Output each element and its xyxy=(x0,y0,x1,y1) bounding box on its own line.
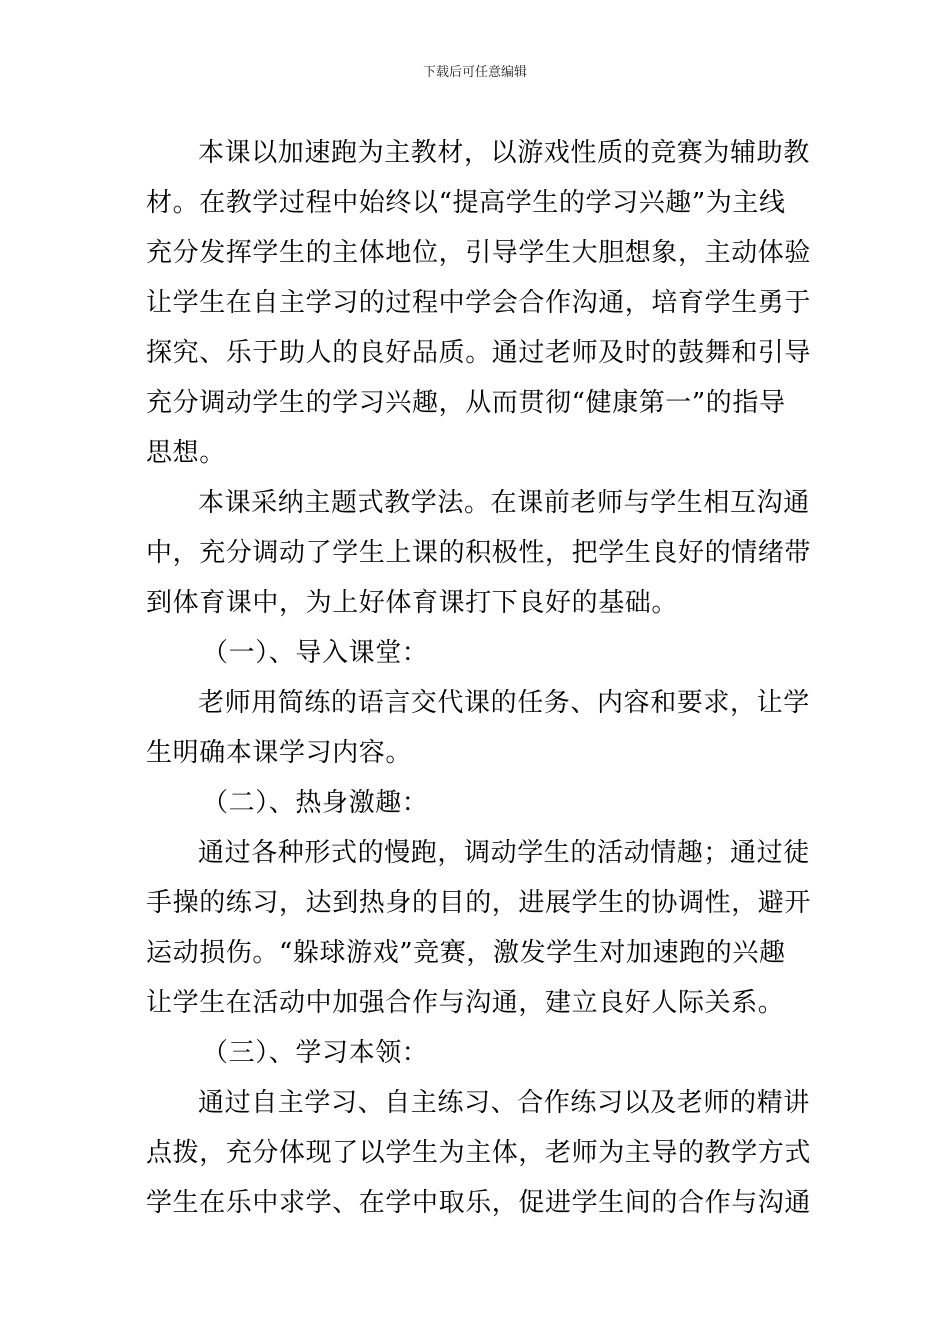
text-line: 让学生在活动中加强合作与沟通，建立良好人际关系。 xyxy=(146,988,785,1018)
text-line: 运动损伤。“躲球游戏”竞赛，激发学生对加速跑的兴趣 xyxy=(146,938,786,968)
section-heading: （一）、导入课堂： xyxy=(202,638,429,668)
section-heading: （三）、学习本领： xyxy=(202,1038,429,1068)
document-body xyxy=(146,128,816,1228)
text-line: 通过各种形式的慢跑，调动学生的活动情趣；通过徒 xyxy=(198,838,810,868)
text-line: 本课以加速跑为主教材，以游戏性质的竞赛为辅助教 xyxy=(198,138,810,168)
text-line: 让学生在自主学习的过程中学会合作沟通，培育学生勇于 xyxy=(146,288,812,318)
section-heading: （二）、热身激趣： xyxy=(202,788,429,818)
text-line: 探究、乐于助人的良好品质。通过老师及时的鼓舞和引导 xyxy=(146,338,812,368)
text-line: 生明确本课学习内容。 xyxy=(146,738,413,768)
text-line: 到体育课中，为上好体育课打下良好的基础。 xyxy=(146,588,679,618)
text-line: 充分调动学生的学习兴趣，从而贯彻“健康第一”的指导 xyxy=(146,388,786,418)
text-line: 本课采纳主题式教学法。在课前老师与学生相互沟通 xyxy=(198,488,810,518)
text-line: 充分发挥学生的主体地位，引导学生大胆想象，主动体验 xyxy=(146,238,812,268)
text-line: 中，充分调动了学生上课的积极性，把学生良好的情绪带 xyxy=(146,538,812,568)
page-header: 下载后可任意编辑 xyxy=(422,65,527,80)
text-line: 手操的练习，达到热身的目的，进展学生的协调性，避开 xyxy=(146,888,812,918)
text-line: 老师用简练的语言交代课的任务、内容和要求，让学 xyxy=(198,688,810,718)
text-line: 点拨，充分体现了以学生为主体，老师为主导的教学方式 xyxy=(146,1138,812,1168)
text-line: 材。在教学过程中始终以“提高学生的学习兴趣”为主线 xyxy=(146,188,786,218)
text-line: 通过自主学习、自主练习、合作练习以及老师的精讲 xyxy=(198,1088,810,1118)
text-line: 思想。 xyxy=(146,438,226,468)
text-line: 学生在乐中求学、在学中取乐，促进学生间的合作与沟通 xyxy=(146,1188,812,1218)
